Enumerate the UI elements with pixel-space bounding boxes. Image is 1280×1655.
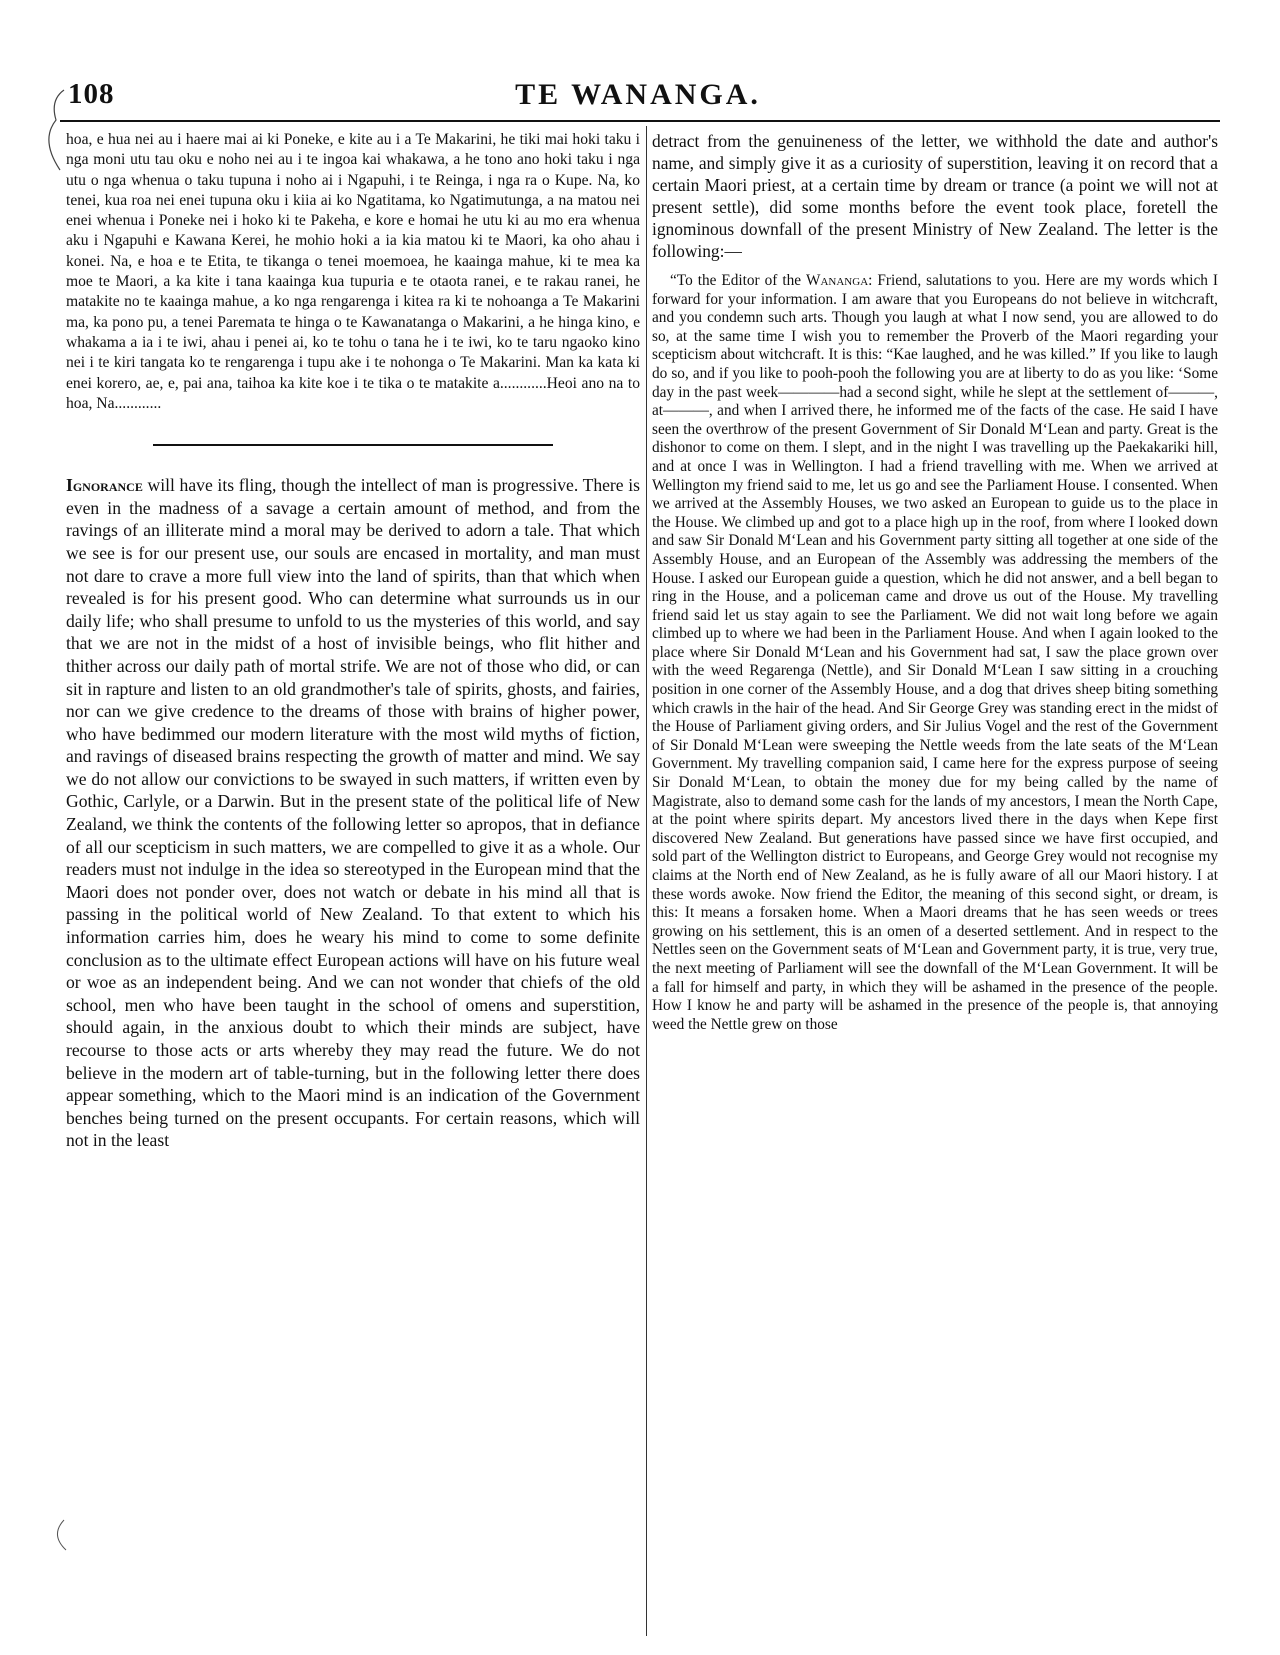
translated-letter [652, 272, 1218, 1034]
newspaper-title: TE WANANGA. [515, 78, 761, 111]
letter-paper-name: Wananga [806, 272, 869, 289]
editorial-article [66, 474, 640, 1152]
header-rule [60, 120, 1220, 122]
editorial-lead-word: Ignorance [66, 475, 143, 496]
letter-opening: “To the Editor of the [670, 272, 807, 289]
left-column [66, 130, 640, 1152]
right-column [652, 130, 1218, 1034]
page-number: 108 [68, 78, 115, 110]
column-divider [646, 126, 647, 1636]
letter-body: : Friend, salutations to you. Here are my words which I forward for your information. I am aware that you Europeans do not believe in witchcraft, and you condemn such arts. Though you laugh at what I now send, you are allowed to do so, at the same time I wish you to remember the Proverb of the Maori regarding your scepticism about witchcraft. It is this: “Kae laughed, and he was killed.” If you like to laugh do so, and if you like to pooh-pooh the following you are at liberty to do as you like: ‘Some day in the past week————had a second sight, while he slept at the settlement of———, at———, and when I arrived there, he informed me of the facts of the case. He said I have seen the overthrow of the present Government of Sir Donald M‘Lean and party. Great is the dishonor to come on them. I slept, and in the night I was travelling up the Paekakariki hill, and at once I was in Wellington. I had a friend travelling with me. When we arrived at Wellington my friend said to me, let us go and see the Parliament House. I consented. When we arrived at the Assembly Houses, we two asked an European to guide us to the place in the House. We climbed up and got to a place high up in the roof, from where I looked down and saw Sir Donald M‘Lean and his Government party sitting all together at one side of the Assembly House, and an European of the Assembly was addressing the members of the House. I asked our European guide a question, which he did not answer, and a bell began to ring in the House, and a policeman came and drove us out of the House. My travelling friend said let us stay again to see the Parliament. We did not wait long before we again climbed up to where we had been in the Parliament House. And when I again looked to the place where Sir Donald M‘Lean and his Government had sat, I saw the place grown over with the weed Regarenga (Nettle), and Sir Donald M‘Lean I saw sitting in a crouching position in one corner of the Assembly House, and a dog that drives sheep biting something which crawls in the hair of the head. And Sir George Grey was standing erect in the midst of the House of Parliament giving orders, and Sir Julius Vogel and the rest of the Government of Sir Donald M‘Lean were sweeping the Nettle weeds from the late seats of the M‘Lean Government. My travelling companion said, I came here for the express purpose of seeing Sir Donald M‘Lean, to obtain the money due for my being called by the name of Magistrate, also to demand some cash for the lands of my ancestors, I mean the North Cape, at the point where spirits depart. My ancestors lived there in the days when Kepe first discovered New Zealand. But generations have passed since we have first occupied, and sold part of the Wellington district to Europeans, and George Grey would not recognise my claims at the North end of New Zealand, as he is fully aware of all our Maori history. I at these words awoke. Now friend the Editor, the meaning of this second sight, or dream, is this: It means a forsaken home. When a Maori dreams that he has seen weeds or trees growing on his settlement, this is an omen of a deserted settlement. And in respect to the Nettles seen on the Government seats of M‘Lean and Government party, it is true, very true, the next meeting of Parliament will see the downfall of the M‘Lean Government. It will be a fall for himself and party, in which they will be ashamed in the presence of the people. How I know he and party will be ashamed in the presence of the people is, that annoying weed the Nettle grew on those [652, 272, 1218, 1033]
section-divider [153, 444, 553, 446]
editorial-body: will have its fling, though the intellect of man is progressive. There is even in the madness of a savage a certain amount of method, and from the ravings of an illiterate mind a moral may be derived to adorn a tale. That which we see is for our present use, our souls are encased in mortality, and man must not dare to crave a more full view into the land of spirits, than that which when revealed is for his present good. Who can determine what surrounds us in our daily life; who shall presume to unfold to us the mysteries of this world, and say that we are not in the midst of a host of invisible beings, who flit hither and thither across our daily path of mortal strife. We are not of those who did, or can sit in rapture and listen to an old grandmother's tale of spirits, ghosts, and fairies, nor can we give credence to the dreams of those with brains of higher power, who have bedimmed our modern literature with the most wild myths of fiction, and ravings of diseased brains respecting the growth of matter and mind. We say we do not allow our convictions to be swayed in such matters, if written even by Gothic, Carlyle, or a Darwin. But in the present state of the political life of New Zealand, we think the contents of the following letter so apropos, that in defiance of all our scepticism in such matters, we are compelled to give it as a whole. Our readers must not indulge in the idea so stereotyped in the European mind that the Maori does not ponder over, does not watch or debate in his mind all that is passing in the political world of New Zealand. To that extent to which his information carries him, does he weary his mind to come to some definite conclusion as to the ultimate effect European actions will have on his future weal or woe as an independent being. And we can not wonder that chiefs of the old school, men who have been taught in the school of omens and superstition, should again, in the anxious doubt to which their minds are subject, have recourse to those acts or arts whereby they may read the future. We do not believe in the modern art of table-turning, but in the following letter there does appear something, which to the Maori mind is an indication of the Government benches being turned on the present occupants. For certain reasons, which will not in the least [66, 475, 640, 1151]
page-header [58, 72, 1218, 120]
margin-scribble [30, 80, 70, 1580]
editorial-continuation: detract from the genuineness of the letter, we withhold the date and author's name, and simply give it as a curiosity of superstition, leaving it on record that a certain Maori priest, at a certain time by dream or trance (a point we will not at present settle), did some months before the event took place, foretell the ignominous downfall of the present Ministry of New Zealand. The letter is the following:— [652, 131, 1218, 261]
maori-letter-text: hoa, e hua nei au i haere mai ai ki Poneke, e kite au i a Te Makarini, he tiki mai hoki taku i nga moni utu tau oku e noho nei au i te ingoa kai whakawa, a he tono ano hoki taku i nga utu o nga whenua o taku tupuna i noho ai i Ngapuhi, i te Reinga, i nga ra o Kupe. Na, ko tenei, kua roa nei enei tupuna oku i kiia ai ko Ngatitama, ko Ngatimutunga, a na matou nei enei whenua i Poneke nei i hoko ki te Pakeha, e kore e homai he utu ki au mo era whenua aku i Ngapuhi e Kawana Kerei, he mohio hoki a ia kia matou ki te Maori, ka oho ahau i konei. Na, e hoa e te Etita, te tikanga o tenei moemoea, he kaainga mahue, ki te mea ka moe te Maori, a ka kite i tana kaainga kua tupuria e te otaota ranei, e te rakau ranei, he matakite no te kaainga mahue, a ko nga rengarenga i kitea ra ki te nohoanga a Te Makarini ma, ka pono pu, a tenei Paremata te hinga o te Kawanatanga o Makarini, a he hinga kino, e whakama a ia i te iwi, ahau i penei ai, ko te tohu o tana he i te iwi, ko te taru ngaoko kino nei i te kiri tangata ko te rengarenga i tupu ake i te nohonga o Te Makarini. Man ka kata ki enei korero, ae, e, pai ana, taihoa ka kite koe i te tika o te matakite a............Heoi ano na to hoa, Na............ [66, 131, 640, 412]
